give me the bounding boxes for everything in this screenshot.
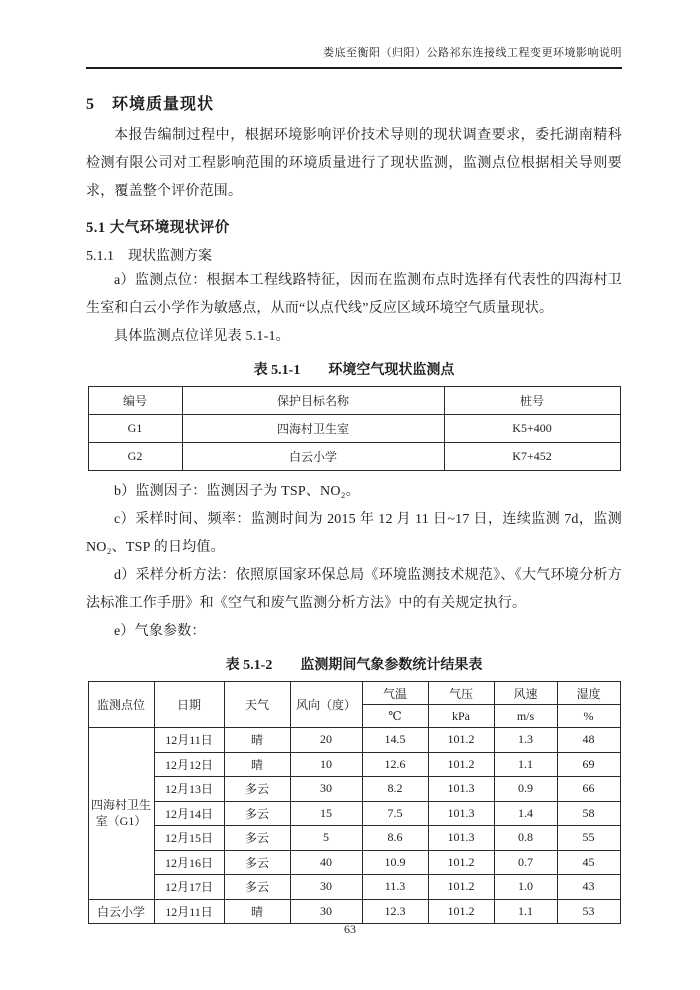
table-cell: 12月13日 bbox=[154, 777, 224, 802]
table-cell: G2 bbox=[88, 443, 182, 471]
paragraph-item-e: e）气象参数： bbox=[114, 624, 206, 639]
table2-unit-pressure: kPa bbox=[428, 705, 494, 728]
table-cell: 0.8 bbox=[494, 826, 557, 851]
table-cell: 12月12日 bbox=[154, 752, 224, 777]
table-weather-parameters bbox=[88, 681, 621, 924]
section-heading-5-1-1: 5.1.1 现状监测方案 bbox=[86, 249, 212, 264]
table2-site1-cell: 四海村卫生室（G1） bbox=[88, 728, 154, 900]
table-cell: 55 bbox=[557, 826, 620, 851]
table-cell: 8.6 bbox=[362, 826, 428, 851]
table-cell: 43 bbox=[557, 875, 620, 900]
table-row bbox=[88, 443, 620, 471]
table-cell: 多云 bbox=[224, 875, 290, 900]
table-air-monitoring-points bbox=[88, 386, 621, 471]
table-cell: 多云 bbox=[224, 801, 290, 826]
table-cell: 1.0 bbox=[494, 875, 557, 900]
table-cell: 11.3 bbox=[362, 875, 428, 900]
table2-unit-temp: ℃ bbox=[362, 705, 428, 728]
table-cell: G1 bbox=[88, 415, 182, 443]
table-cell: 8.2 bbox=[362, 777, 428, 802]
table-cell: 1.4 bbox=[494, 801, 557, 826]
table-row bbox=[88, 826, 620, 851]
table-cell: 晴 bbox=[224, 899, 290, 924]
table-cell: 白云小学 bbox=[182, 443, 444, 471]
table-cell: 101.2 bbox=[428, 875, 494, 900]
table-cell: 40 bbox=[290, 850, 362, 875]
table2-header-speed: 风速 bbox=[494, 682, 557, 705]
table-cell: 7.5 bbox=[362, 801, 428, 826]
table-cell: K5+400 bbox=[444, 415, 620, 443]
table-cell: 0.7 bbox=[494, 850, 557, 875]
paragraph-item-a: a）监测点位：根据本工程线路特征，因而在监测布点时选择有代表性的四海村卫生室和白云小学作为敏感点，从而“以点代线”反应区域环境空气质量现状。 bbox=[86, 273, 622, 316]
table-cell: 1.1 bbox=[494, 752, 557, 777]
table-cell: 101.2 bbox=[428, 899, 494, 924]
table2-site2-cell: 白云小学 bbox=[88, 899, 154, 924]
table-cell: 12月15日 bbox=[154, 826, 224, 851]
table-cell: 晴 bbox=[224, 752, 290, 777]
running-header-text: 娄底至衡阳（归阳）公路祁东连接线工程变更环境影响说明 bbox=[323, 47, 622, 59]
table-cell: 多云 bbox=[224, 850, 290, 875]
table2-header-site: 监测点位 bbox=[88, 682, 154, 728]
table1-header-id: 编号 bbox=[88, 387, 182, 415]
table-cell: 15 bbox=[290, 801, 362, 826]
table-cell: 12月11日 bbox=[154, 899, 224, 924]
section-heading-5: 5 环境质量现状 bbox=[86, 96, 215, 113]
table2-caption: 表 5.1-2 监测期间气象参数统计结果表 bbox=[225, 658, 483, 673]
table-cell: 30 bbox=[290, 777, 362, 802]
table2-header-date: 日期 bbox=[154, 682, 224, 728]
table-cell: 12月14日 bbox=[154, 801, 224, 826]
table-cell: 101.2 bbox=[428, 728, 494, 753]
table-cell: 1.1 bbox=[494, 899, 557, 924]
table-cell: 14.5 bbox=[362, 728, 428, 753]
table-cell: 5 bbox=[290, 826, 362, 851]
table-cell: 晴 bbox=[224, 728, 290, 753]
table2-header-temp: 气温 bbox=[362, 682, 428, 705]
table-cell: 30 bbox=[290, 899, 362, 924]
table-cell: 12月16日 bbox=[154, 850, 224, 875]
table-cell: 10 bbox=[290, 752, 362, 777]
table-cell: 101.3 bbox=[428, 801, 494, 826]
table-cell: 12月11日 bbox=[154, 728, 224, 753]
table-cell: 101.3 bbox=[428, 826, 494, 851]
table1-header-stake: 桩号 bbox=[444, 387, 620, 415]
table-cell: 45 bbox=[557, 850, 620, 875]
table-row bbox=[88, 875, 620, 900]
table-cell: 53 bbox=[557, 899, 620, 924]
table-cell: 多云 bbox=[224, 777, 290, 802]
table-cell: 101.2 bbox=[428, 752, 494, 777]
table-cell: 12.6 bbox=[362, 752, 428, 777]
table-row bbox=[88, 415, 620, 443]
table-cell: K7+452 bbox=[444, 443, 620, 471]
table-row bbox=[88, 899, 620, 924]
table2-unit-humidity: % bbox=[557, 705, 620, 728]
paragraph-item-b: b）监测因子：监测因子为 TSP、NO₂。 bbox=[114, 484, 360, 499]
table1-header-target: 保护目标名称 bbox=[182, 387, 444, 415]
table-cell: 20 bbox=[290, 728, 362, 753]
table-cell: 四海村卫生室 bbox=[182, 415, 444, 443]
table-cell: 1.3 bbox=[494, 728, 557, 753]
table2-header-wind-dir: 风向（度） bbox=[290, 682, 362, 728]
table2-header-weather: 天气 bbox=[224, 682, 290, 728]
table-cell: 多云 bbox=[224, 826, 290, 851]
paragraph-item-c: c）采样时间、频率：监测时间为 2015 年 12 月 11 日~17 日，连续监测 7d，监测 NO₂、TSP 的日均值。 bbox=[86, 512, 622, 555]
table-cell: 48 bbox=[557, 728, 620, 753]
table-row bbox=[88, 777, 620, 802]
table-cell: 12.3 bbox=[362, 899, 428, 924]
table-header-row bbox=[88, 682, 620, 705]
paragraph-intro: 本报告编制过程中，根据环境影响评价技术导则的现状调查要求，委托湖南精科检测有限公司对工程影响范围的环境质量进行了现状监测，监测点位根据相关导则要求，覆盖整个评价范围。 bbox=[86, 128, 622, 199]
table-cell: 66 bbox=[557, 777, 620, 802]
table-header-row bbox=[88, 387, 620, 415]
table-cell: 69 bbox=[557, 752, 620, 777]
table-cell: 10.9 bbox=[362, 850, 428, 875]
paragraph-table1-ref: 具体监测点位详见表 5.1-1。 bbox=[114, 329, 290, 344]
table-cell: 101.3 bbox=[428, 777, 494, 802]
table-cell: 12月17日 bbox=[154, 875, 224, 900]
table-row bbox=[88, 728, 620, 753]
table-cell: 58 bbox=[557, 801, 620, 826]
table-cell: 0.9 bbox=[494, 777, 557, 802]
table-cell: 101.2 bbox=[428, 850, 494, 875]
table2-unit-speed: m/s bbox=[494, 705, 557, 728]
paragraph-item-d: d）采样分析方法：依照原国家环保总局《环境监测技术规范》、《大气环境分析方法标准工作手册》和《空气和废气监测分析方法》中的有关规定执行。 bbox=[86, 568, 622, 611]
table2-header-humidity: 湿度 bbox=[557, 682, 620, 705]
table-cell: 30 bbox=[290, 875, 362, 900]
running-header bbox=[86, 0, 622, 69]
table2-header-pressure: 气压 bbox=[428, 682, 494, 705]
table-row bbox=[88, 801, 620, 826]
page-content bbox=[86, 91, 622, 924]
page-number: 63 bbox=[344, 922, 356, 936]
section-heading-5-1: 5.1 大气环境现状评价 bbox=[86, 220, 230, 236]
table-row bbox=[88, 752, 620, 777]
table-row bbox=[88, 850, 620, 875]
table1-caption: 表 5.1-1 环境空气现状监测点 bbox=[253, 363, 455, 378]
